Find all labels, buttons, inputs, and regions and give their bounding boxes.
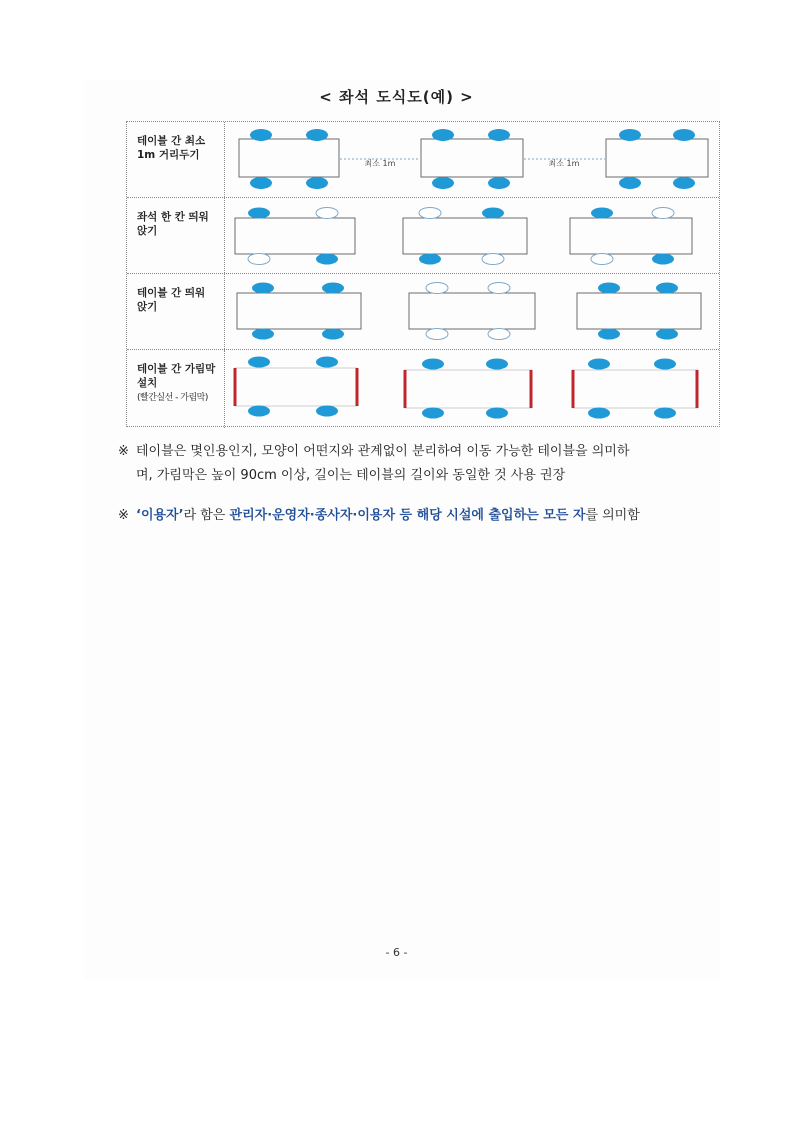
row-diagram	[225, 274, 719, 349]
note-text: 테이블은 몇인용인지, 모양이 어떤지와 관계없이 분리하여 이동 가능한 테이블을 의미하	[136, 444, 630, 459]
seat-empty	[482, 254, 504, 265]
seat-filled	[488, 177, 510, 189]
row-label-text: 테이블 간 띄워 앉기	[137, 287, 206, 313]
distance-label: 최소 1m	[548, 159, 580, 168]
term-user: ‘이용자’	[136, 508, 184, 523]
seat-filled	[598, 283, 620, 294]
seat-filled	[673, 129, 695, 141]
row-label	[127, 350, 225, 428]
seat-filled	[486, 408, 508, 419]
note-users	[118, 504, 640, 528]
seat-filled	[673, 177, 695, 189]
row-label-text: 테이블 간 가림막설치	[137, 363, 216, 389]
seat-empty	[426, 329, 448, 340]
table	[577, 293, 701, 329]
term-definition: 관리자·운영자·종사자·이용자 등 해당 시설에 출입하는 모든 자	[229, 508, 586, 523]
row-partition	[127, 350, 719, 428]
table	[573, 370, 697, 408]
seat-filled	[248, 357, 270, 368]
row-distance	[127, 122, 719, 198]
table	[606, 139, 708, 177]
seat-filled	[250, 129, 272, 141]
seat-empty	[652, 208, 674, 219]
seat-filled	[654, 408, 676, 419]
table	[570, 218, 692, 254]
seat-filled	[654, 359, 676, 370]
seat-filled	[488, 129, 510, 141]
seating-diagram-table	[126, 121, 720, 427]
note-mark: ※	[118, 444, 129, 459]
distance-label: 최소 1m	[364, 159, 396, 168]
seat-empty	[248, 254, 270, 265]
seat-filled	[316, 406, 338, 417]
seat-filled	[598, 329, 620, 340]
seat-filled	[656, 329, 678, 340]
seat-filled	[422, 408, 444, 419]
table	[409, 293, 535, 329]
row-diagram	[225, 122, 719, 197]
seat-filled	[652, 254, 674, 265]
table	[405, 370, 531, 408]
row-diagram	[225, 350, 719, 428]
seat-filled	[322, 329, 344, 340]
table	[235, 368, 357, 406]
seat-filled	[419, 254, 441, 265]
seat-filled	[316, 357, 338, 368]
seat-empty	[488, 329, 510, 340]
seat-empty	[419, 208, 441, 219]
seat-filled	[588, 408, 610, 419]
table	[403, 218, 527, 254]
seat-filled	[248, 406, 270, 417]
seat-filled	[619, 129, 641, 141]
seat-filled	[619, 177, 641, 189]
note-text: 라 함은	[183, 508, 230, 523]
seat-filled	[432, 129, 454, 141]
seat-empty	[426, 283, 448, 294]
table	[239, 139, 339, 177]
seat-filled	[250, 177, 272, 189]
seat-filled	[486, 359, 508, 370]
seat-filled	[591, 208, 613, 219]
note-text: 를 의미함	[585, 508, 640, 523]
row-label-text: 좌석 한 칸 띄워앉기	[137, 211, 209, 237]
row-skip-seat	[127, 198, 719, 274]
seat-filled	[656, 283, 678, 294]
table	[235, 218, 355, 254]
row-label	[127, 198, 225, 273]
seat-filled	[306, 177, 328, 189]
row-label	[127, 122, 225, 197]
seat-filled	[588, 359, 610, 370]
row-label-sub: (빨간실선 - 가림막)	[137, 393, 208, 403]
seat-filled	[482, 208, 504, 219]
seat-filled	[316, 254, 338, 265]
seat-filled	[252, 283, 274, 294]
note-text: 며, 가림막은 높이 90cm 이상, 길이는 테이블의 길이와 동일한 것 사용 권장	[136, 468, 566, 483]
row-diagram	[225, 198, 719, 273]
seat-empty	[488, 283, 510, 294]
seat-filled	[422, 359, 444, 370]
row-label-text: 테이블 간 최소 1m 거리두기	[137, 135, 206, 161]
seat-filled	[322, 283, 344, 294]
table	[421, 139, 523, 177]
seat-filled	[252, 329, 274, 340]
diagram-title: < 좌석 도식도(예) >	[319, 88, 474, 106]
seat-filled	[432, 177, 454, 189]
note-tables	[118, 440, 629, 488]
row-alternate-tables	[127, 274, 719, 350]
row-label	[127, 274, 225, 349]
table	[237, 293, 361, 329]
seat-empty	[316, 208, 338, 219]
seat-filled	[248, 208, 270, 219]
page-number: - 6 -	[385, 946, 408, 959]
seat-filled	[306, 129, 328, 141]
seat-empty	[591, 254, 613, 265]
note-mark: ※	[118, 508, 129, 523]
